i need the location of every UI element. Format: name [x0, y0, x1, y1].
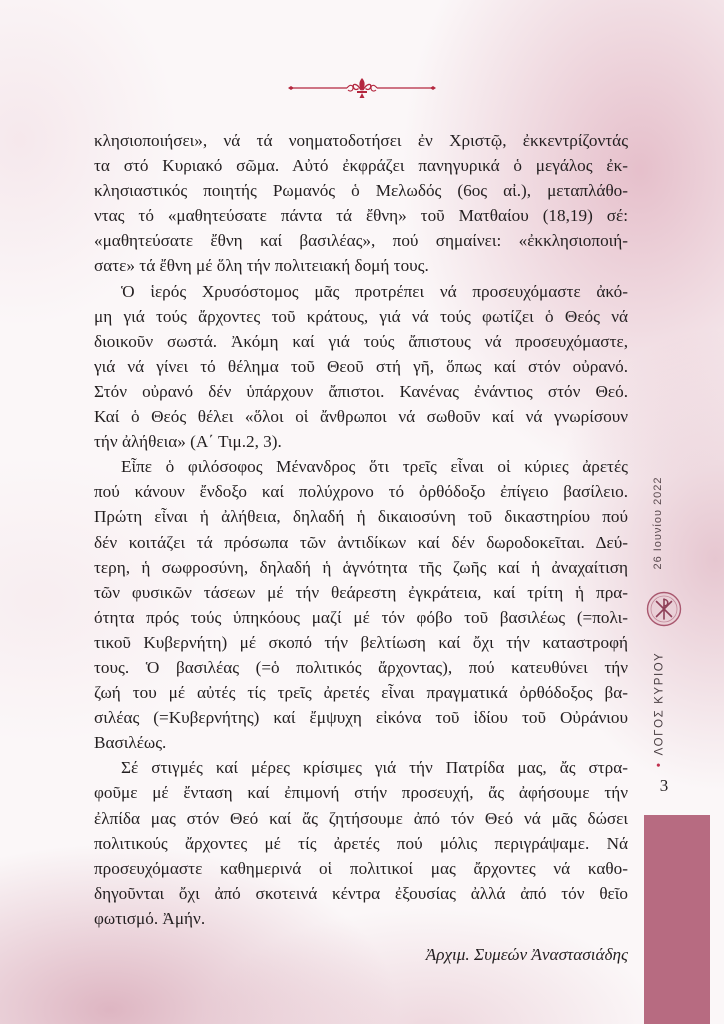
text-line: διοικοῦν σωστά. Ἀκόμη καί γιά τούς ἄπιστους νά προσευχόμαστε, — [94, 331, 628, 351]
text-line: Βασιλέως. — [94, 733, 167, 753]
color-tab — [644, 815, 710, 1024]
text-line: τα στό Κυριακό σῶμα. Αὐτό ἐκφράζει πανηγυρικά ὁ μεγάλος ἐκ- — [94, 156, 628, 176]
text-line: «μαθητεύσατε ἔθνη καί βασιλέας», πού σημαίνει: «ἐκκλησιοποιή- — [94, 231, 628, 251]
paragraph — [94, 454, 628, 755]
text-line: Στόν οὐρανό δέν ὑπάρχουν ἄπιστοι. Κανένας ἐνάντιος στόν Θεό. — [94, 381, 628, 401]
text-line: μη γιά τούς ἄρχοντες τοῦ κράτους, γιά νά τούς φωτίζει ὁ Θεός νά — [94, 306, 628, 326]
text-line: τῶν φυσικῶν τάσεων μέ τήν θεάρεστη ἐγκράτεια, καί τρίτη ἡ πρα- — [94, 582, 628, 602]
text-line: ντας τό «μαθητεύσατε πάντα τά ἔθνη» τοῦ Ματθαίου (18,19) σέ: — [94, 206, 628, 226]
paragraph — [94, 755, 628, 931]
text-line: κλησιοποιήσει», νά τά νοηματοδοτήσει ἐν Χριστῷ, ἐκκεντρίζοντάς — [94, 131, 628, 150]
text-line: δέν κοιτάζει τά πρόσωπα τῶν ἀντιδίκων καί δέν δωροδοκεῖται. Δεύ- — [94, 532, 628, 552]
separator-dot: • — [651, 761, 666, 768]
text-line: Ὁ ἱερός Χρυσόστομος μᾶς προτρέπει νά προσευχόμαστε ἀκό- — [121, 281, 628, 301]
text-line: προσευχόμαστε καθημερινά οἱ πολιτικοί μας ἄρχοντες νά καθο- — [94, 858, 628, 878]
text-line: τερη, ἡ σωφροσύνη, δηλαδή ἡ ἁγνότητα τῆς ζωῆς καί ἡ ἀναχαίτιση — [94, 557, 628, 577]
paragraph — [94, 279, 628, 455]
magazine-name — [652, 650, 667, 770]
text-line: σιλέας (=Κυβερνήτης) καί ἔμψυχη εἰκόνα τοῦ ἰδίου τοῦ Οὐράνιου — [94, 708, 628, 728]
text-line: πού κάνουν ἔνδοξο καί πολύχρονο τό ὀρθόδοξο ἐπίγειο βασίλειο. — [94, 482, 628, 502]
text-line: τικοῦ Κυβερνήτη) μέ σκοπό τήν βελτίωση καί ὄχι τήν καταστροφή — [94, 632, 628, 652]
fleur-de-lis-divider-icon — [287, 77, 437, 99]
text-line: ότητα πρός τούς ὑπηκόους μαζί μέ τόν φόβο τοῦ βασιλέως (=πολι- — [94, 607, 628, 627]
chi-rho-emblem-icon — [646, 591, 682, 627]
text-line: δηγοῦνται ὄχι ἀπό σκοτεινά κέντρα ἐξουσίας ἀλλά ἀπό τόν θεῖο — [94, 883, 628, 903]
text-line: Καί ὁ Θεός θέλει «ὅλοι οἱ ἄνθρωποι νά σωθοῦν καί νά γνωρίσουν — [94, 407, 628, 427]
text-line: φωτισμό. Ἀμήν. — [94, 908, 206, 928]
text-line: τους. Ὁ βασιλέας (=ὁ πολιτικός ἄρχοντας), πού κατευθύνει τήν — [94, 657, 628, 677]
author-signature: Ἀρχιμ. Συμεών Ἀναστασιάδης — [425, 945, 628, 964]
paragraph — [94, 128, 628, 279]
text-line: Πρώτη εἶναι ἡ ἀλήθεια, δηλαδή ἡ δικαιοσύνη τοῦ δικαστηρίου πού — [94, 507, 628, 527]
text-line: πολιτικούς ἄρχοντες μέ τίς ἀρετές πού μόλις περιγράψαμε. Νά — [94, 833, 628, 853]
text-line: Σέ στιγμές καί μέρες κρίσιμες γιά τήν Πατρίδα μας, ἄς στρα- — [121, 758, 628, 778]
page-number: 3 — [659, 776, 669, 795]
article-body — [94, 128, 628, 931]
text-line: Εἶπε ὁ φιλόσοφος Μένανδρος ὅτι τρεῖς εἶναι οἱ κύριες ἀρετές — [121, 457, 628, 477]
text-line: σατε» τά ἔθνη μέ ὅλη τήν πολιτειακή δομή τους. — [94, 256, 429, 276]
text-line: γιά νά γίνει τό θέλημα τοῦ Θεοῦ στή γῆ, ὅπως καί στόν οὐρανό. — [94, 356, 628, 376]
text-line: κλησιαστικός ποιητής Ρωμανός ὁ Μελωδός (6ος αἰ.), μεταπλάθο- — [94, 181, 628, 201]
issue-date: 26 Ιουνίου 2022 — [652, 476, 664, 570]
magazine-name-text: ΛΟΓΟΣ ΚΥΡΙΟΥ — [653, 651, 666, 756]
text-line: ζωή του μέ αὐτές τίς τρεῖς ἀρετές εἶναι πραγματικά ὀρθόδοξος βα- — [94, 683, 628, 703]
text-line: φοῦμε μέ ἔνταση καί ἐπιμονή στήν προσευχή, ἄς ἀφήσουμε τήν — [94, 783, 628, 803]
text-line: ἐλπίδα μας στόν Θεό καί ἄς ζητήσουμε ἀπό τόν Θεό νά μᾶς δώσει — [94, 808, 628, 828]
text-line: τήν ἀλήθεια» (Α΄ Τιμ.2, 3). — [94, 432, 282, 452]
